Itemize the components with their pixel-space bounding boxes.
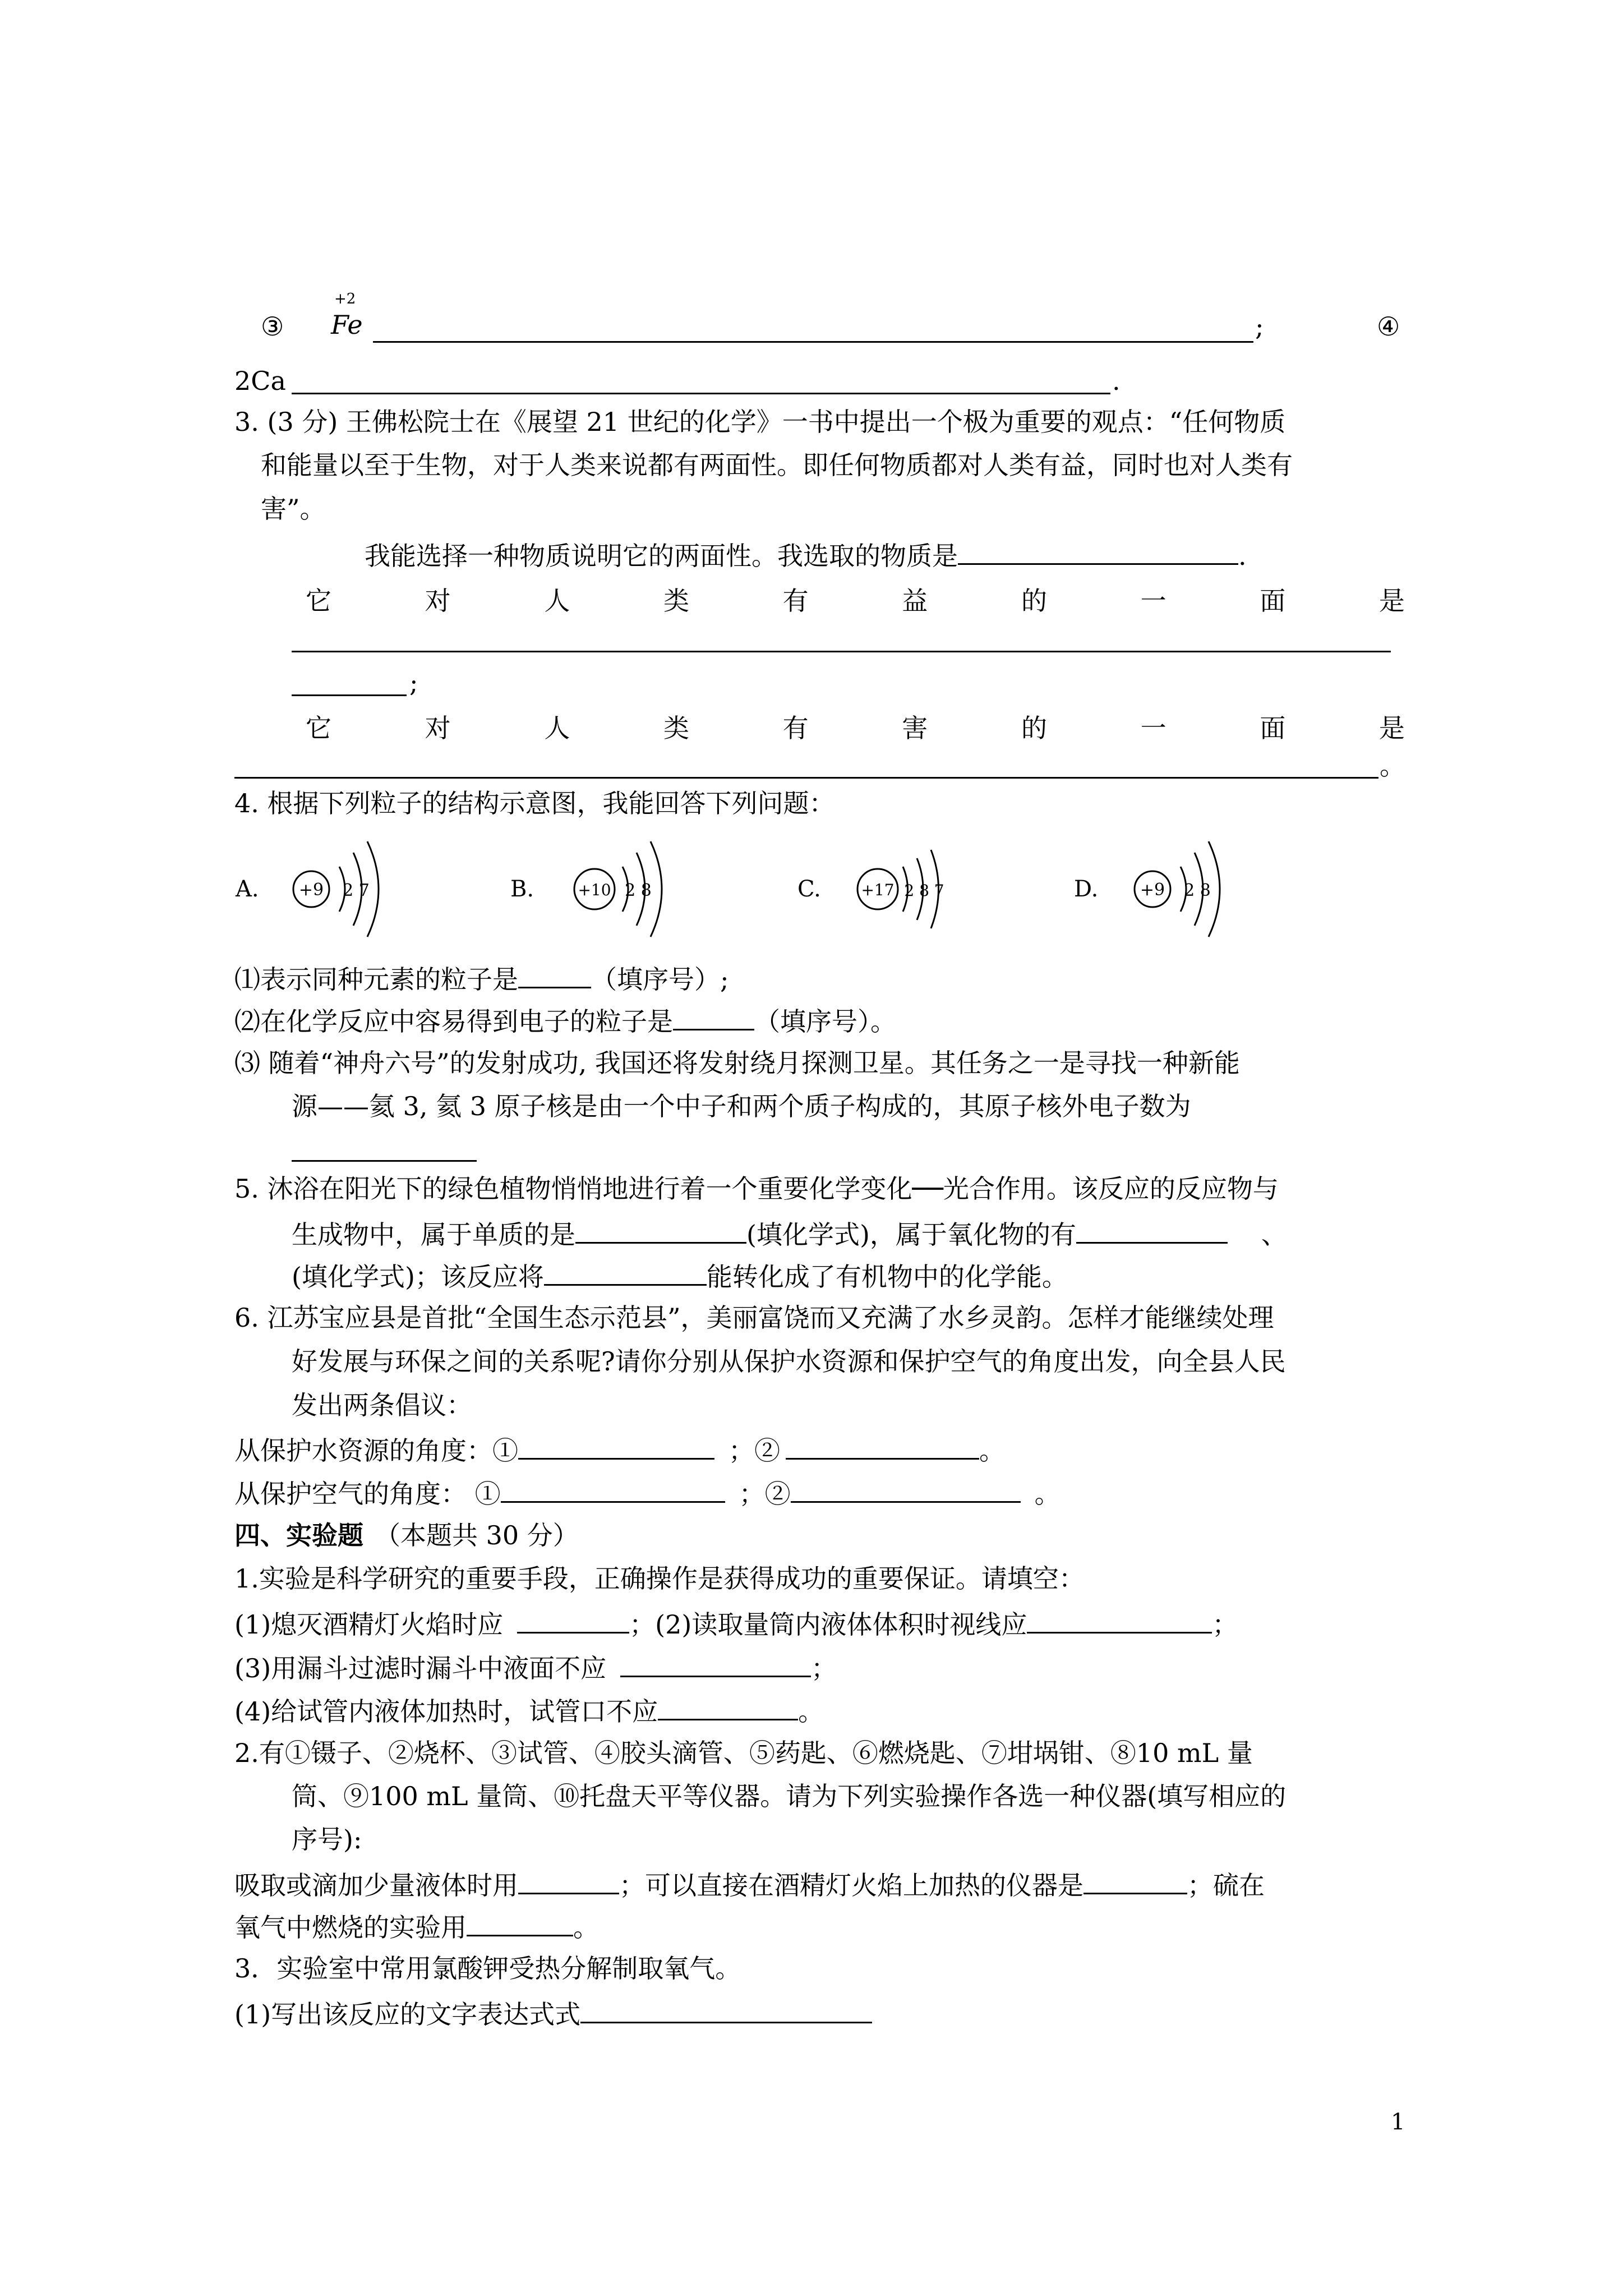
e2-line5-text: 氧气中燃烧的实验用 (234, 1912, 467, 1943)
q4-sub3-blank[interactable] (292, 1160, 477, 1162)
e3-equation-blank[interactable] (580, 1997, 872, 2023)
q5-line2-text: 生成物中，属于单质的是 (292, 1220, 575, 1250)
q4-sub2-post: （填序号）。 (754, 1006, 896, 1037)
e2-line1: 2.有①镊子、②烧杯、③试管、④胶头滴管、⑤药匙、⑥燃烧匙、⑦坩埚钳、⑧10 mL 量 (234, 1738, 1253, 1768)
q4-sub1-post: （填序号）; (591, 964, 729, 995)
q3-benefit-char: 是 (1378, 586, 1405, 616)
q6-air (234, 1476, 1061, 1510)
q6-air-text: 从保护空气的角度： ① (234, 1479, 501, 1509)
e1-b (234, 1651, 837, 1684)
q4-sub2-text: ⑵在化学反应中容易得到电子的粒子是 (234, 1006, 673, 1037)
e2-heat-blank[interactable] (1083, 1868, 1187, 1894)
q3-line3: 害”。 (261, 494, 326, 524)
q5-line1: 5. 沐浴在阳光下的绿色植物悄悄地进行着一个重要化学变化──光合作用。该反应的反应物与 (234, 1174, 1279, 1204)
q3-choice-end: . (1238, 541, 1247, 571)
atom-a-diagram (286, 836, 387, 942)
q3-line1: 3. (3 分) 王佛松院士在《展望 21 世纪的化学》一书中提出一个极为重要的观点：“任何物质 (234, 407, 1286, 437)
q3-benefit-char: 有 (782, 586, 809, 616)
item4-end: . (1112, 366, 1121, 396)
q6-water (234, 1433, 1005, 1466)
e3-line2-text: (1)写出该反应的文字表达式式 (234, 1999, 581, 2030)
q5-line2 (292, 1217, 1287, 1250)
q4-sub1-text: ⑴表示同种元素的粒子是 (234, 964, 518, 995)
e1-a-blank-2[interactable] (1027, 1607, 1212, 1634)
item4-blank[interactable] (292, 393, 1110, 394)
e1-b-text: (3)用漏斗过滤时漏斗中液面不应 (234, 1653, 607, 1683)
page-number: 1 (1391, 2109, 1405, 2135)
section4-title: 四、实验题 (234, 1520, 363, 1550)
q6-line2: 好发展与环保之间的关系呢?请你分别从保护水资源和保护空气的角度出发，向全县人民 (292, 1346, 1286, 1377)
q5-line2-mid: (填化学式)，属于氧化物的有 (746, 1220, 1076, 1250)
section4-header (234, 1520, 579, 1551)
e2-line3: 序号): (292, 1824, 362, 1855)
atom-c-diagram (850, 836, 962, 942)
q5-line3-text: (填化学式)；该反应将 (292, 1262, 544, 1292)
q5-line3 (292, 1259, 1068, 1292)
atom-b-diagram (566, 836, 667, 942)
q3-benefit-char: 类 (663, 586, 689, 616)
q3-harm-char: 类 (663, 713, 689, 743)
q6-air-blank-1[interactable] (501, 1476, 725, 1503)
e3-line1: 3．实验室中常用氯酸钾受热分解制取氧气。 (234, 1953, 741, 1984)
atom-d-shells: 2 8 (1184, 881, 1211, 900)
q6-water-end: 。 (979, 1435, 1005, 1466)
q5-line2-end: 、 (1261, 1220, 1287, 1250)
e2-line4-mid: ；可以直接在酒精灯火焰上加热的仪器是 (619, 1870, 1083, 1901)
atom-c-label: C. (797, 876, 821, 902)
q3-benefit-end: ; (409, 668, 418, 698)
e1-c-end: 。 (798, 1696, 824, 1727)
q4-sub2-blank[interactable] (673, 1004, 754, 1030)
e1-b-end: ； (811, 1653, 837, 1683)
q3-substance-blank[interactable] (958, 539, 1238, 565)
q6-air-mid: ；② (739, 1479, 791, 1509)
q3-harm-char: 有 (782, 713, 809, 743)
e3-line2 (234, 1997, 872, 2030)
atom-d-nucleus: +9 (1140, 880, 1165, 900)
q5-element-blank[interactable] (575, 1217, 746, 1244)
q6-water-text: 从保护水资源的角度：① (234, 1435, 518, 1466)
e2-line5-end: 。 (573, 1912, 599, 1943)
e1-a-mid: ；(2)读取量筒内液体体积时视线应 (629, 1609, 1027, 1640)
q4-sub1-blank[interactable] (518, 962, 591, 988)
q3-benefit-char: 的 (1021, 586, 1047, 616)
q3-line2: 和能量以至于生物，对于人类来说都有两面性。即任何物质都对人类有益，同时也对人类有 (261, 450, 1293, 480)
section4-note: （本题共 30 分） (375, 1520, 579, 1550)
e1-c-blank[interactable] (658, 1694, 798, 1720)
q4-title: 4. 根据下列粒子的结构示意图，我能回答下列问题： (234, 788, 835, 818)
q6-air-blank-2[interactable] (791, 1476, 1021, 1503)
q3-harm-char: 害 (902, 713, 928, 743)
atom-d-diagram (1127, 836, 1228, 942)
q3-harm-blank[interactable] (234, 777, 1378, 779)
e2-line4 (234, 1868, 1265, 1901)
item3-label: ③ (261, 311, 284, 342)
q6-line1: 6. 江苏宝应县是首批“全国生态示范县”，美丽富饶而又充满了水乡灵韵。怎样才能继续处理 (234, 1303, 1274, 1333)
q5-energy-blank[interactable] (544, 1259, 707, 1286)
e1-line1: 1.实验是科学研究的重要手段，正确操作是获得成功的重要保证。请填空： (234, 1563, 1085, 1594)
q3-benefit-char: 对 (425, 586, 451, 616)
item3-end: ; (1255, 311, 1264, 342)
q3-benefit-char: 面 (1260, 586, 1286, 616)
atom-a-nucleus: +9 (298, 880, 324, 900)
q5-oxide-blank[interactable] (1076, 1217, 1228, 1244)
atom-b-nucleus: +10 (578, 881, 611, 899)
q4-sub3-line1: ⑶ 随着“神舟六号”的发射成功, 我国还将发射绕月探测卫星。其任务之一是寻找一种新能 (234, 1048, 1240, 1078)
e1-a (234, 1607, 1238, 1640)
q3-harm-char: 人 (544, 713, 570, 743)
q6-water-blank-1[interactable] (518, 1433, 714, 1460)
e2-line5 (234, 1910, 599, 1943)
q6-water-mid: ；② (728, 1435, 780, 1466)
q3-harm-char: 对 (425, 713, 451, 743)
q3-benefit-blank-2[interactable] (292, 694, 407, 696)
e2-sulfur-blank[interactable] (467, 1910, 573, 1936)
q3-harm-end: 。 (1380, 751, 1405, 781)
atom-d-label: D. (1074, 876, 1099, 902)
q3-benefit-prompt (306, 581, 1405, 618)
q3-harm-char: 一 (1140, 713, 1166, 743)
q3-harm-prompt (306, 708, 1405, 745)
q3-benefit-char: 一 (1140, 586, 1166, 616)
e2-line4-end: ；硫在 (1187, 1870, 1265, 1901)
e2-line2: 筒、⑨100 mL 量筒、⑩托盘天平等仪器。请为下列实验操作各选一种仪器(填写相应的 (292, 1781, 1287, 1811)
item3-blank[interactable] (373, 341, 1253, 343)
e1-a-text: (1)熄灭酒精灯火焰时应 (234, 1609, 504, 1640)
atom-b-label: B. (510, 876, 534, 902)
fe-symbol: Fe (331, 310, 363, 340)
q6-air-end: 。 (1034, 1479, 1061, 1509)
item4-label: ④ (1377, 311, 1400, 342)
q3-benefit-char: 益 (902, 586, 928, 616)
e1-b-blank[interactable] (620, 1651, 811, 1677)
q6-line3: 发出两条倡议： (292, 1390, 472, 1420)
q3-choice-prompt (365, 539, 1247, 572)
fe-ion-symbol (331, 291, 363, 340)
atom-a-shells: 2 7 (343, 881, 370, 900)
atom-a-label: A. (236, 876, 259, 902)
q6-water-blank-2[interactable] (786, 1433, 979, 1460)
q3-benefit-blank-1[interactable] (292, 651, 1391, 652)
q3-harm-char: 的 (1021, 713, 1047, 743)
atom-c-nucleus: +17 (861, 881, 895, 899)
q3-benefit-char: 它 (306, 586, 331, 616)
q5-line3-post: 能转化成了有机物中的化学能。 (706, 1262, 1068, 1292)
q4-sub3-line2: 源——氦 3, 氦 3 原子核是由一个中子和两个质子构成的，其原子核外电子数为 (292, 1091, 1191, 1121)
q3-harm-char: 它 (306, 713, 331, 743)
q3-choice-text: 我能选择一种物质说明它的两面性。我选取的物质是 (365, 541, 958, 571)
e1-a-blank-1[interactable] (517, 1607, 629, 1634)
q4-sub1 (234, 962, 729, 995)
fe-charge: +2 (334, 291, 356, 307)
q4-sub2 (234, 1004, 896, 1037)
atom-c-shells: 2 8 7 (904, 881, 944, 900)
e2-dropper-blank[interactable] (518, 1868, 619, 1894)
e2-line4-text: 吸取或滴加少量液体时用 (234, 1870, 518, 1901)
e1-c-text: (4)给试管内液体加热时，试管口不应 (234, 1696, 658, 1727)
e1-a-end: ； (1212, 1609, 1238, 1640)
q3-harm-char: 面 (1260, 713, 1286, 743)
atom-b-shells: 2 8 (625, 881, 652, 900)
e1-c (234, 1694, 824, 1727)
q3-harm-char: 是 (1378, 713, 1405, 743)
q3-benefit-char: 人 (544, 586, 570, 616)
item4-value: 2Ca (234, 366, 286, 396)
